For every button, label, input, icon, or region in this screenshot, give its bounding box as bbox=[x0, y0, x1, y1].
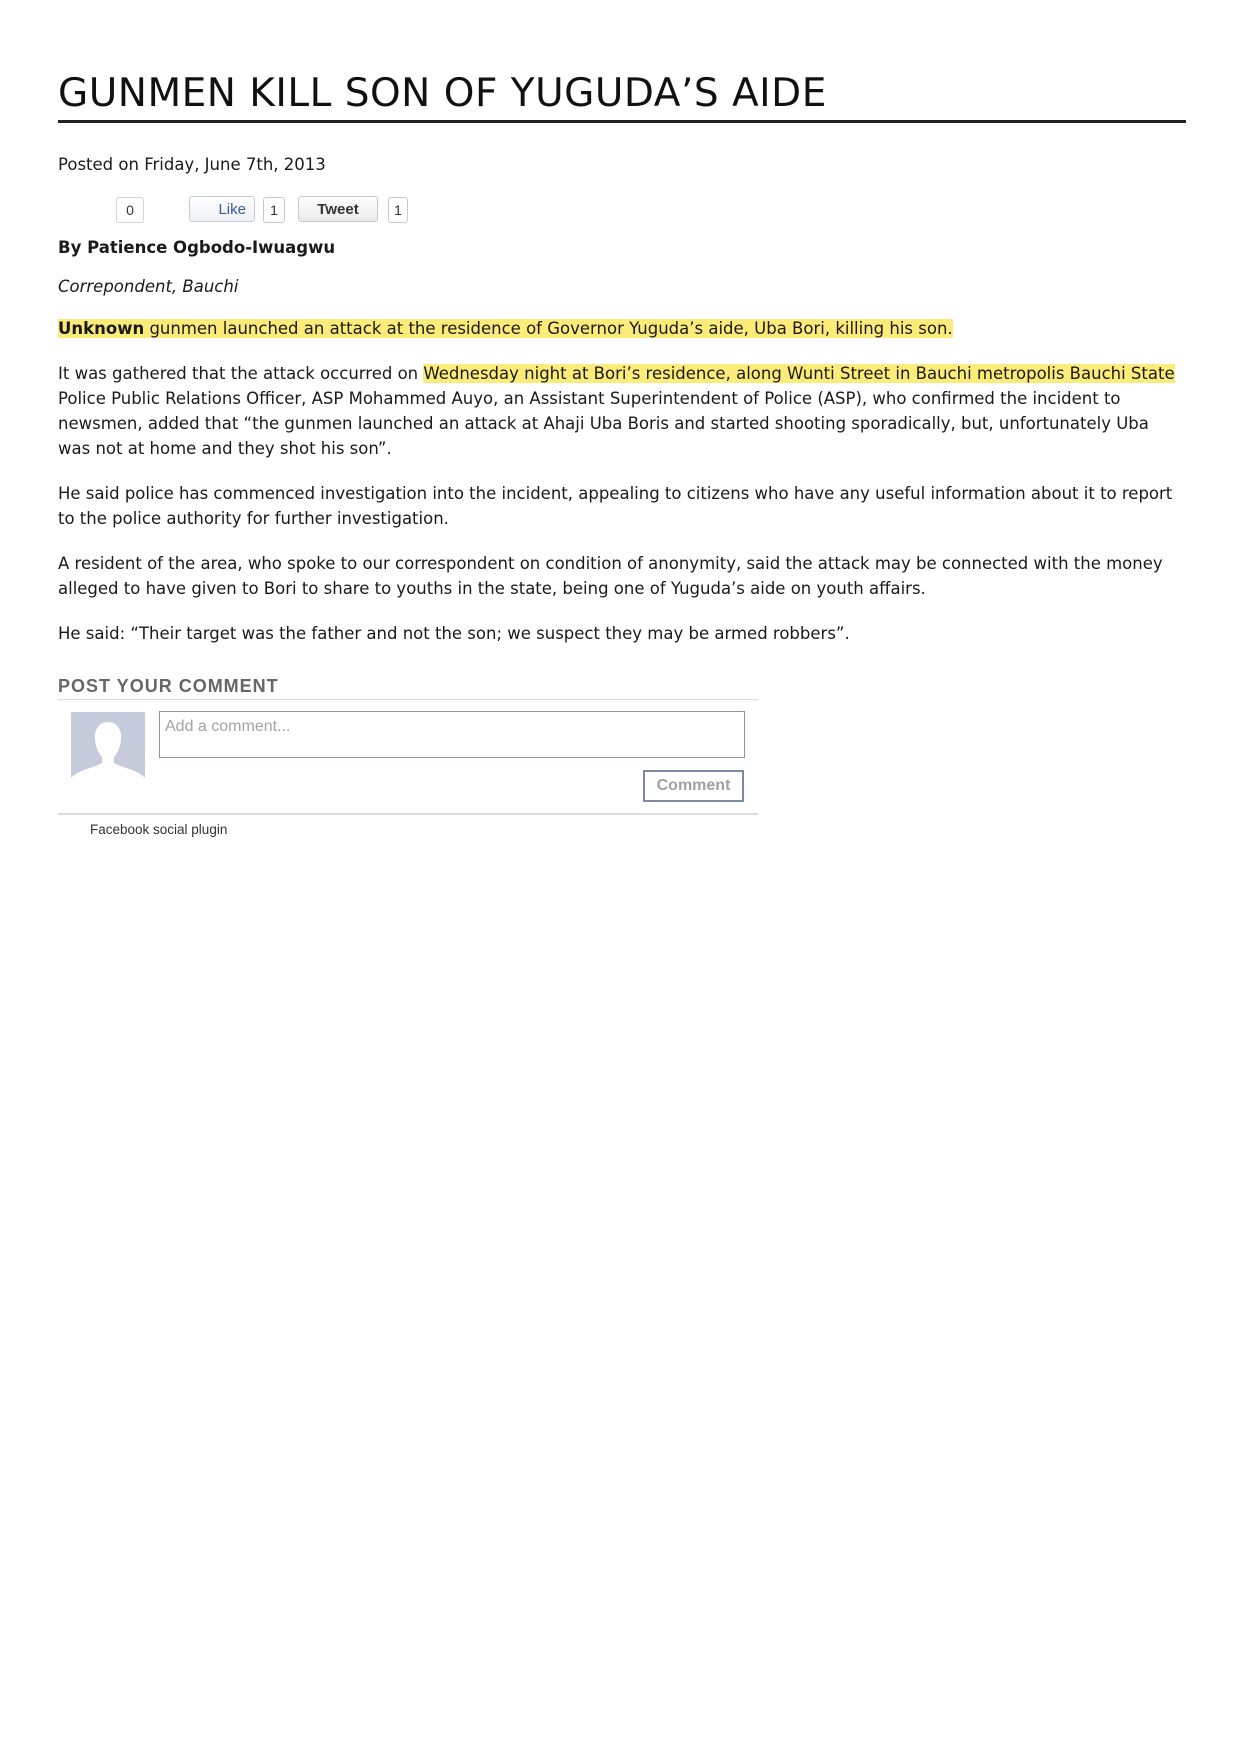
paragraph-1-bold: Unknown bbox=[58, 319, 145, 338]
comment-heading: POST YOUR COMMENT bbox=[58, 676, 758, 700]
paragraph-2-pre: It was gathered that the attack occurred on bbox=[58, 364, 424, 383]
tweet-label: Tweet bbox=[317, 201, 359, 218]
paragraph-4: A resident of the area, who spoke to our correspondent on condition of anonymity, said the attack may be connected with the money alleged to have given to Bori to share to youths in the state, being one of Yuguda’s aide on youth affairs. bbox=[58, 554, 1163, 598]
highlight-2: Wednesday night at Bori’s residence, along Wunti Street in Bauchi metropolis Bauchi State bbox=[423, 364, 1175, 383]
paragraph-1 bbox=[58, 316, 1186, 341]
paragraph-2 bbox=[58, 361, 1186, 461]
paragraph-2-post: Police Public Relations Officer, ASP Mohammed Auyo, an Assistant Superintendent of Police (ASP), who confirmed the incident to newsmen, added that “the gunmen launched an attack at Ahaji Uba Boris and started shooting sporadically, but, unfortunately Uba was not at home and they shot his son”. bbox=[58, 389, 1149, 458]
tweet-count: 1 bbox=[388, 197, 408, 223]
posted-date: Posted on Friday, June 7th, 2013 bbox=[58, 155, 326, 174]
social-bar bbox=[58, 192, 1186, 226]
share-count: 0 bbox=[116, 197, 144, 223]
default-avatar-icon bbox=[71, 712, 145, 786]
comment-input[interactable] bbox=[159, 711, 745, 758]
paragraph-3: He said police has commenced investigation into the incident, appealing to citizens who have any useful information about it to report to the police authority for further investigation. bbox=[58, 484, 1173, 528]
avatar bbox=[71, 712, 145, 786]
like-label: Like bbox=[218, 201, 246, 218]
byline: By Patience Ogbodo-Iwuagwu bbox=[58, 238, 336, 257]
like-count: 1 bbox=[263, 197, 285, 223]
comment-button[interactable]: Comment bbox=[643, 770, 744, 802]
article-page bbox=[58, 70, 1186, 837]
paragraph-5: He said: “Their target was the father and not the son; we suspect they may be armed robbers”. bbox=[58, 624, 850, 643]
article-title: GUNMEN KILL SON OF YUGUDA’S AIDE bbox=[58, 70, 1186, 123]
author-role: Correpondent, Bauchi bbox=[58, 277, 239, 296]
highlight-1 bbox=[58, 319, 953, 338]
like-button[interactable] bbox=[189, 196, 255, 222]
facebook-plugin-label: Facebook social plugin bbox=[90, 822, 228, 837]
tweet-button[interactable] bbox=[298, 196, 378, 222]
paragraph-1-text: gunmen launched an attack at the residence of Governor Yuguda’s aide, Uba Bori, killing his son. bbox=[144, 319, 953, 338]
comment-box bbox=[58, 700, 758, 815]
